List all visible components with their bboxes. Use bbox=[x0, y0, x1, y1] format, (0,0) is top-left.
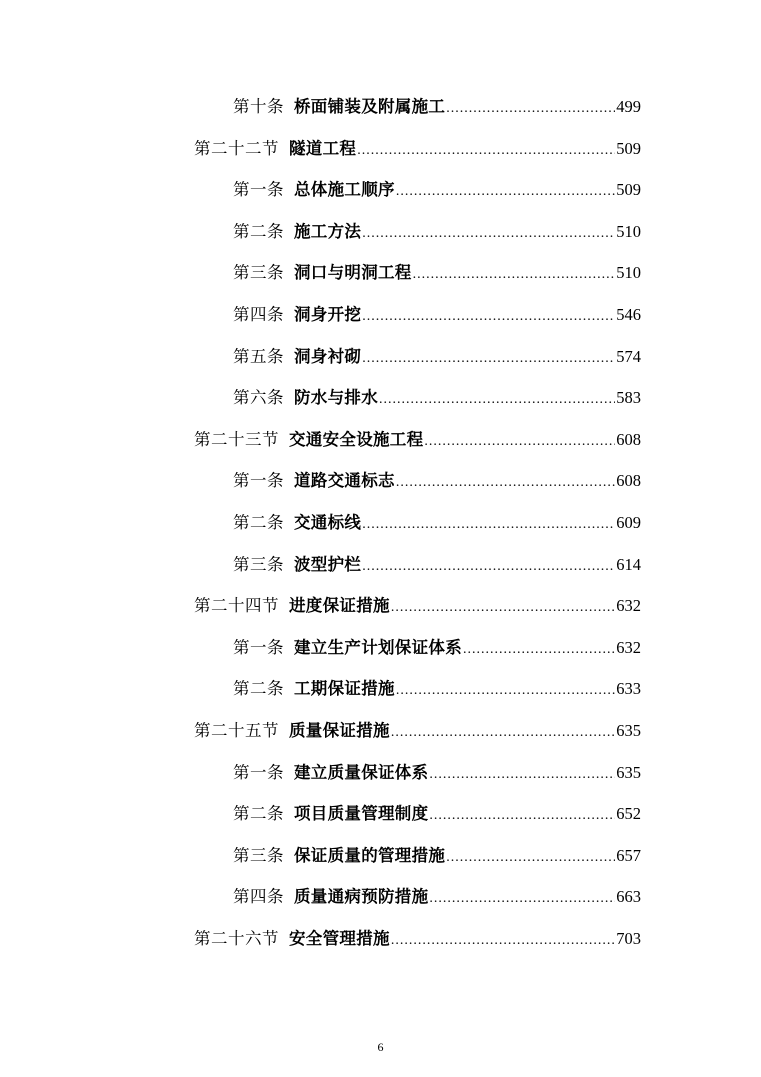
toc-article-entry[interactable] bbox=[233, 762, 641, 786]
toc-article-entry[interactable] bbox=[233, 221, 641, 245]
toc-row bbox=[0, 712, 761, 754]
toc-entry-title: 工期保证措施 bbox=[294, 679, 395, 699]
toc-entry-title: 质量通病预防措施 bbox=[294, 887, 429, 907]
toc-entry-number: 第三条 bbox=[233, 845, 284, 865]
toc-entry-page: 608 bbox=[616, 471, 641, 491]
toc-entry-number: 第四条 bbox=[233, 304, 284, 324]
dot-leader bbox=[391, 930, 615, 952]
dot-leader bbox=[362, 348, 615, 370]
dot-leader bbox=[362, 223, 615, 245]
toc-section-entry[interactable] bbox=[194, 429, 641, 453]
toc-entry-title: 交通标线 bbox=[294, 512, 362, 532]
toc-row bbox=[0, 629, 761, 671]
toc-article-entry[interactable] bbox=[233, 470, 641, 494]
toc-row bbox=[0, 670, 761, 712]
dot-leader bbox=[446, 847, 615, 869]
toc-article-entry[interactable] bbox=[233, 387, 641, 411]
dot-leader bbox=[391, 722, 615, 744]
toc-entry-title: 隧道工程 bbox=[289, 138, 357, 158]
toc-article-entry[interactable] bbox=[233, 637, 641, 661]
toc-entry-number: 第一条 bbox=[233, 471, 284, 491]
toc-row bbox=[0, 878, 761, 920]
toc-article-entry[interactable] bbox=[233, 179, 641, 203]
toc-entry-title: 洞身开挖 bbox=[294, 304, 362, 324]
dot-leader bbox=[362, 556, 615, 578]
toc-entry-page: 703 bbox=[616, 928, 641, 948]
toc-row bbox=[0, 754, 761, 796]
toc-entry-number: 第一条 bbox=[233, 762, 284, 782]
toc-entry-page: 632 bbox=[616, 637, 641, 657]
dot-leader bbox=[396, 680, 615, 702]
toc-section-entry[interactable] bbox=[194, 595, 641, 619]
toc-article-entry[interactable] bbox=[233, 304, 641, 328]
toc-entry-title: 波型护栏 bbox=[294, 554, 362, 574]
toc-article-entry[interactable] bbox=[233, 554, 641, 578]
toc-section-entry[interactable] bbox=[194, 138, 641, 162]
toc-row bbox=[0, 254, 761, 296]
toc-article-entry[interactable] bbox=[233, 512, 641, 536]
toc-row bbox=[0, 296, 761, 338]
toc-entry-number: 第二条 bbox=[233, 804, 284, 824]
toc-entry-page: 632 bbox=[616, 596, 641, 616]
dot-leader bbox=[362, 306, 615, 328]
toc-entry-page: 657 bbox=[616, 845, 641, 865]
toc-entry-page: 663 bbox=[616, 887, 641, 907]
toc-row bbox=[0, 920, 761, 962]
toc-article-entry[interactable] bbox=[233, 678, 641, 702]
toc-entry-title: 道路交通标志 bbox=[294, 471, 395, 491]
toc-article-entry[interactable] bbox=[233, 886, 641, 910]
toc-entry-title: 总体施工顺序 bbox=[294, 180, 395, 200]
toc-entry-page: 635 bbox=[616, 762, 641, 782]
toc-entry-page: 574 bbox=[616, 346, 641, 366]
toc-row bbox=[0, 546, 761, 588]
toc-row bbox=[0, 213, 761, 255]
toc-row bbox=[0, 130, 761, 172]
toc-section-entry[interactable] bbox=[194, 928, 641, 952]
toc-row bbox=[0, 171, 761, 213]
dot-leader bbox=[446, 98, 615, 120]
toc-entry-title: 进度保证措施 bbox=[289, 596, 390, 616]
toc-row bbox=[0, 504, 761, 546]
toc-entry-number: 第二十五节 bbox=[194, 720, 279, 740]
toc-article-entry[interactable] bbox=[233, 96, 641, 120]
toc-row bbox=[0, 587, 761, 629]
toc-entry-title: 安全管理措施 bbox=[289, 928, 390, 948]
toc-entry-number: 第三条 bbox=[233, 554, 284, 574]
toc-row bbox=[0, 795, 761, 837]
dot-leader bbox=[357, 140, 615, 162]
toc-entry-page: 652 bbox=[616, 804, 641, 824]
toc-entry-number: 第一条 bbox=[233, 180, 284, 200]
toc-article-entry[interactable] bbox=[233, 845, 641, 869]
page-number: 6 bbox=[377, 1040, 384, 1054]
toc-entry-page: 635 bbox=[616, 720, 641, 740]
toc-entry-title: 洞身衬砌 bbox=[294, 346, 362, 366]
toc-entry-number: 第六条 bbox=[233, 388, 284, 408]
dot-leader bbox=[396, 472, 615, 494]
toc-entry-number: 第二条 bbox=[233, 221, 284, 241]
toc-row bbox=[0, 421, 761, 463]
toc-entry-number: 第二十二节 bbox=[194, 138, 279, 158]
toc-entry-title: 项目质量管理制度 bbox=[294, 804, 429, 824]
toc-entry-page: 546 bbox=[616, 304, 641, 324]
dot-leader bbox=[362, 514, 615, 536]
dot-leader bbox=[429, 764, 615, 786]
toc-entry-title: 洞口与明洞工程 bbox=[294, 263, 412, 283]
toc-entry-title: 质量保证措施 bbox=[289, 720, 390, 740]
toc-entry-number: 第二条 bbox=[233, 679, 284, 699]
toc-entry-page: 509 bbox=[616, 180, 641, 200]
toc-article-entry[interactable] bbox=[233, 803, 641, 827]
toc-entry-title: 保证质量的管理措施 bbox=[294, 845, 446, 865]
toc-row bbox=[0, 88, 761, 130]
dot-leader bbox=[429, 805, 615, 827]
dot-leader bbox=[379, 389, 615, 411]
toc-entry-title: 交通安全设施工程 bbox=[289, 429, 424, 449]
toc-entry-page: 499 bbox=[616, 97, 641, 116]
toc-entry-number: 第五条 bbox=[233, 346, 284, 366]
toc-entry-page: 609 bbox=[616, 512, 641, 532]
toc-entry-title: 桥面铺装及附属施工 bbox=[294, 97, 446, 116]
toc-entry-page: 614 bbox=[616, 554, 641, 574]
table-of-contents bbox=[0, 88, 761, 961]
toc-entry-title: 建立质量保证体系 bbox=[294, 762, 429, 782]
toc-section-entry[interactable] bbox=[194, 720, 641, 744]
toc-entry-number: 第二十三节 bbox=[194, 429, 279, 449]
toc-entry-title: 建立生产计划保证体系 bbox=[294, 637, 462, 657]
toc-entry-number: 第四条 bbox=[233, 887, 284, 907]
toc-article-entry[interactable] bbox=[233, 346, 641, 370]
toc-entry-number: 第二十四节 bbox=[194, 596, 279, 616]
toc-entry-title: 防水与排水 bbox=[294, 388, 378, 408]
toc-entry-page: 510 bbox=[616, 221, 641, 241]
dot-leader bbox=[413, 264, 616, 286]
toc-entry-number: 第二十六节 bbox=[194, 928, 279, 948]
dot-leader bbox=[429, 888, 615, 910]
toc-entry-page: 633 bbox=[616, 679, 641, 699]
toc-entry-number: 第十条 bbox=[233, 97, 284, 116]
toc-row bbox=[0, 338, 761, 380]
toc-entry-page: 510 bbox=[616, 263, 641, 283]
toc-entry-page: 583 bbox=[616, 388, 641, 408]
toc-entry-title: 施工方法 bbox=[294, 221, 362, 241]
dot-leader bbox=[424, 431, 615, 453]
toc-entry-number: 第一条 bbox=[233, 637, 284, 657]
toc-entry-number: 第二条 bbox=[233, 512, 284, 532]
toc-article-entry[interactable] bbox=[233, 262, 641, 286]
dot-leader bbox=[396, 181, 615, 203]
toc-entry-page: 509 bbox=[616, 138, 641, 158]
toc-entry-number: 第三条 bbox=[233, 263, 284, 283]
toc-entry-page: 608 bbox=[616, 429, 641, 449]
toc-row bbox=[0, 837, 761, 879]
dot-leader bbox=[391, 597, 615, 619]
toc-row bbox=[0, 462, 761, 504]
toc-row bbox=[0, 379, 761, 421]
dot-leader bbox=[463, 639, 615, 661]
